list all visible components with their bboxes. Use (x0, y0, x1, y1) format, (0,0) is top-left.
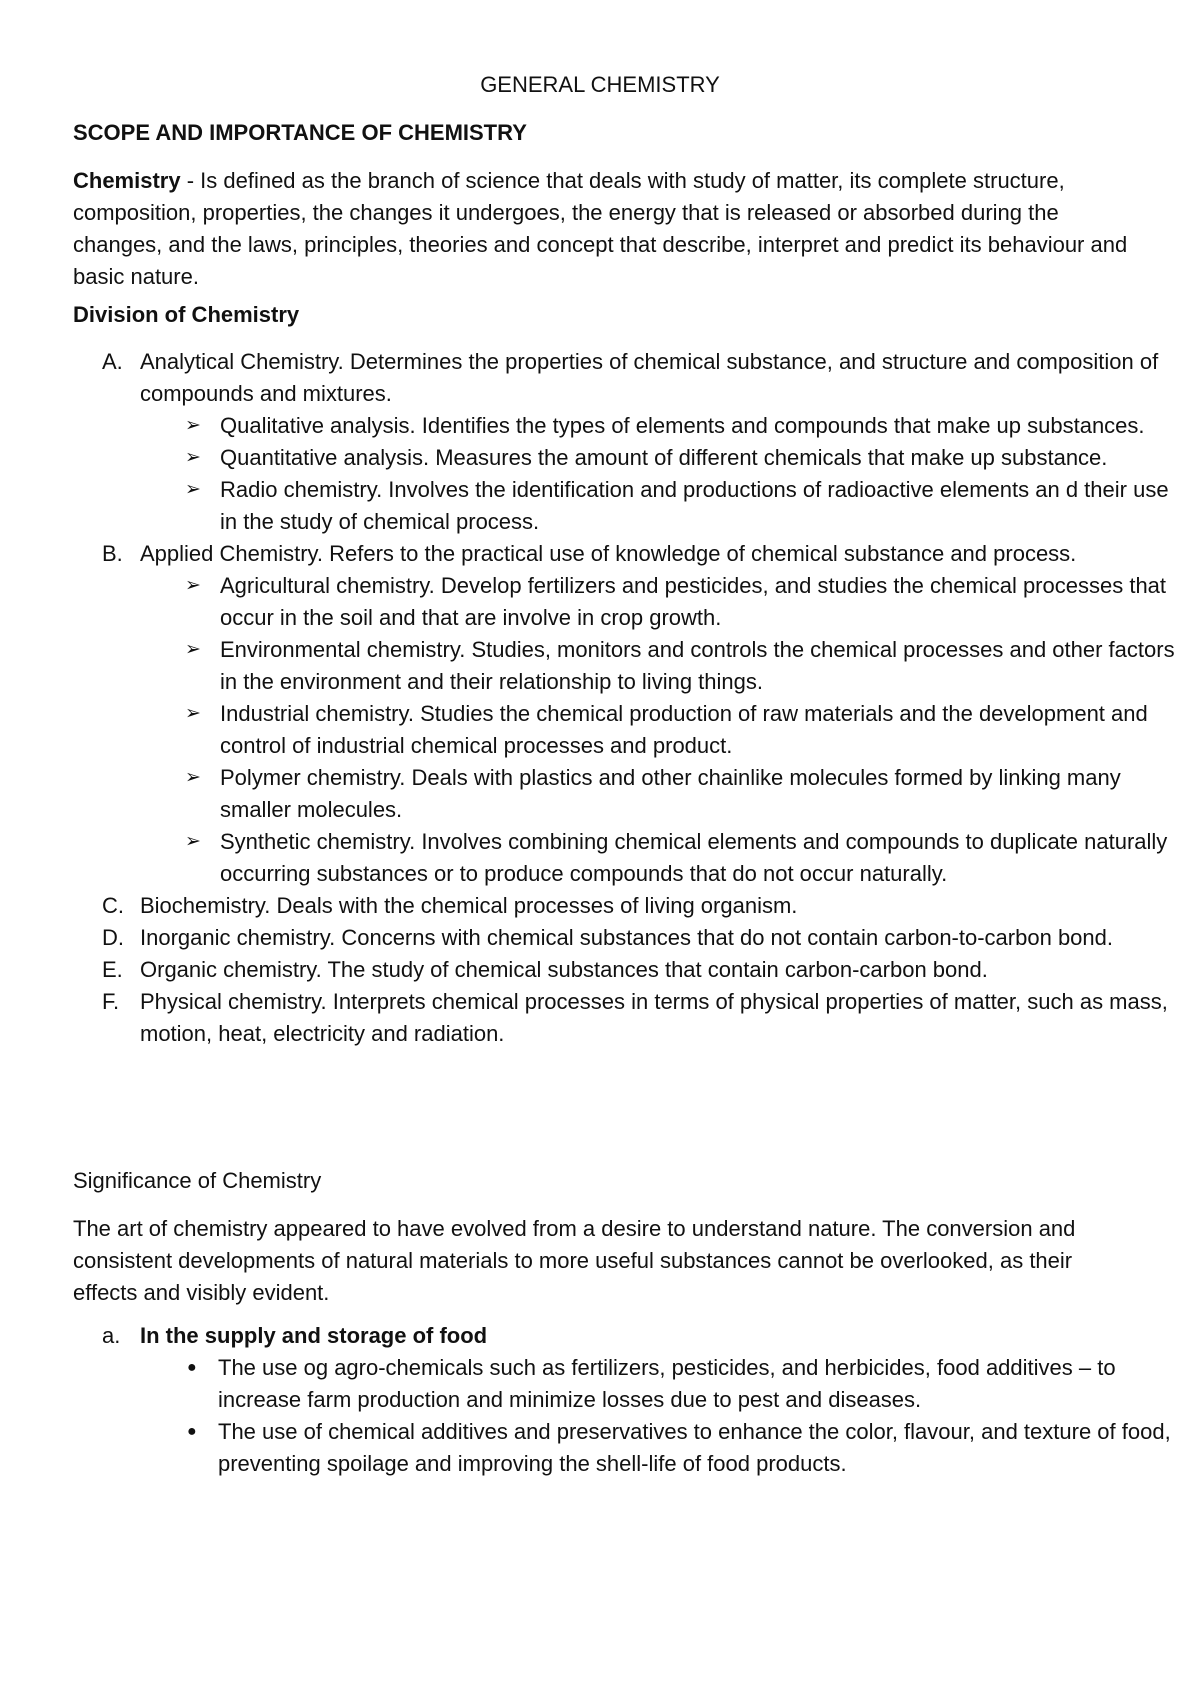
bullet-text: The use of chemical additives and preservatives to enhance the color, flavour, and texture of food, preventing spoilage and improving the shell-life of food products. (218, 1419, 1171, 1476)
sub-item (67, 762, 1177, 826)
bullet-icon: ● (187, 1423, 197, 1440)
sub-item (67, 634, 1177, 698)
list-marker: D. (102, 925, 124, 950)
list-item-a (67, 346, 1177, 410)
sub-item (67, 570, 1177, 634)
arrow-bullet-icon: ➢ (185, 575, 201, 596)
sub-item (67, 442, 1177, 474)
arrow-bullet-icon: ➢ (185, 831, 201, 852)
division-list (67, 346, 1177, 1050)
list-item-b (67, 538, 1177, 570)
arrow-bullet-icon: ➢ (185, 479, 201, 500)
list-item-text: Inorganic chemistry. Concerns with chemical substances that do not contain carbon-to-carbon bond. (140, 925, 1113, 950)
bullet-item (67, 1416, 1177, 1480)
list-item-c (67, 890, 1177, 922)
sub-item-text: Environmental chemistry. Studies, monitors and controls the chemical processes and other factors in the environment and their relationship to living things. (220, 637, 1175, 694)
arrow-bullet-icon: ➢ (185, 415, 201, 436)
sub-item-text: Radio chemistry. Involves the identification and productions of radioactive elements an d their use in the study of chemical process. (220, 477, 1169, 534)
sub-item-text: Quantitative analysis. Measures the amount of different chemicals that make up substance. (220, 445, 1108, 470)
sub-item-text: Agricultural chemistry. Develop fertilizers and pesticides, and studies the chemical processes that occur in the soil and that are involve in crop growth. (220, 573, 1167, 630)
arrow-bullet-icon: ➢ (185, 703, 201, 724)
arrow-bullet-icon: ➢ (185, 767, 201, 788)
bullet-icon: ● (187, 1359, 197, 1376)
sub-item (67, 410, 1177, 442)
significance-heading: Significance of Chemistry (73, 1168, 322, 1193)
document-title: GENERAL CHEMISTRY (480, 72, 720, 97)
arrow-bullet-icon: ➢ (185, 447, 201, 468)
significance-item-a (67, 1320, 1177, 1352)
list-item-text: Analytical Chemistry. Determines the properties of chemical substance, and structure and composition of compounds and mixtures. (140, 349, 1159, 406)
sub-item (67, 474, 1177, 538)
sub-item-text: Polymer chemistry. Deals with plastics and other chainlike molecules formed by linking many smaller molecules. (220, 765, 1121, 822)
list-marker: A. (102, 349, 123, 374)
significance-item-heading: In the supply and storage of food (140, 1323, 488, 1348)
definition-paragraph (73, 165, 1133, 293)
sub-item (67, 698, 1177, 762)
definition-term: Chemistry (73, 168, 181, 193)
significance-paragraph: The art of chemistry appeared to have evolved from a desire to understand nature. The conversion and consistent developments of natural materials to more useful substances cannot be overlooked, as their effects and visibly evident. (73, 1216, 1076, 1305)
list-item-text: Biochemistry. Deals with the chemical processes of living organism. (140, 893, 798, 918)
list-marker: B. (102, 541, 123, 566)
sub-item-text: Synthetic chemistry. Involves combining chemical elements and compounds to duplicate naturally occurring substances or to produce compounds that do not occur naturally. (220, 829, 1168, 886)
list-item-text: Applied Chemistry. Refers to the practical use of knowledge of chemical substance and process. (140, 541, 1077, 566)
definition-text: - Is defined as the branch of science that deals with study of matter, its complete structure, composition, properties, the changes it undergoes, the energy that is released or absorbed during the changes, and the laws, principles, theories and concept that describe, interpret and predict its behaviour and basic nature. (73, 168, 1128, 289)
division-heading: Division of Chemistry (73, 302, 300, 327)
list-marker: E. (102, 957, 123, 982)
list-item-d (67, 922, 1177, 954)
list-item-text: Physical chemistry. Interprets chemical processes in terms of physical properties of matter, such as mass, motion, heat, electricity and radiation. (140, 989, 1168, 1046)
sub-item-text: Industrial chemistry. Studies the chemical production of raw materials and the development and control of industrial chemical processes and product. (220, 701, 1148, 758)
list-marker: F. (102, 989, 120, 1014)
significance-list (67, 1320, 1177, 1480)
arrow-bullet-icon: ➢ (185, 639, 201, 660)
bullet-item (67, 1352, 1177, 1416)
bullet-text: The use og agro-chemicals such as fertilizers, pesticides, and herbicides, food additives – to increase farm production and minimize losses due to pest and diseases. (218, 1355, 1116, 1412)
list-item-f (67, 986, 1177, 1050)
list-marker: a. (102, 1323, 121, 1348)
section-heading: SCOPE AND IMPORTANCE OF CHEMISTRY (73, 120, 527, 145)
list-item-e (67, 954, 1177, 986)
list-marker: C. (102, 893, 124, 918)
sub-item (67, 826, 1177, 890)
sub-item-text: Qualitative analysis. Identifies the types of elements and compounds that make up substances. (220, 413, 1145, 438)
list-item-text: Organic chemistry. The study of chemical substances that contain carbon-carbon bond. (140, 957, 988, 982)
